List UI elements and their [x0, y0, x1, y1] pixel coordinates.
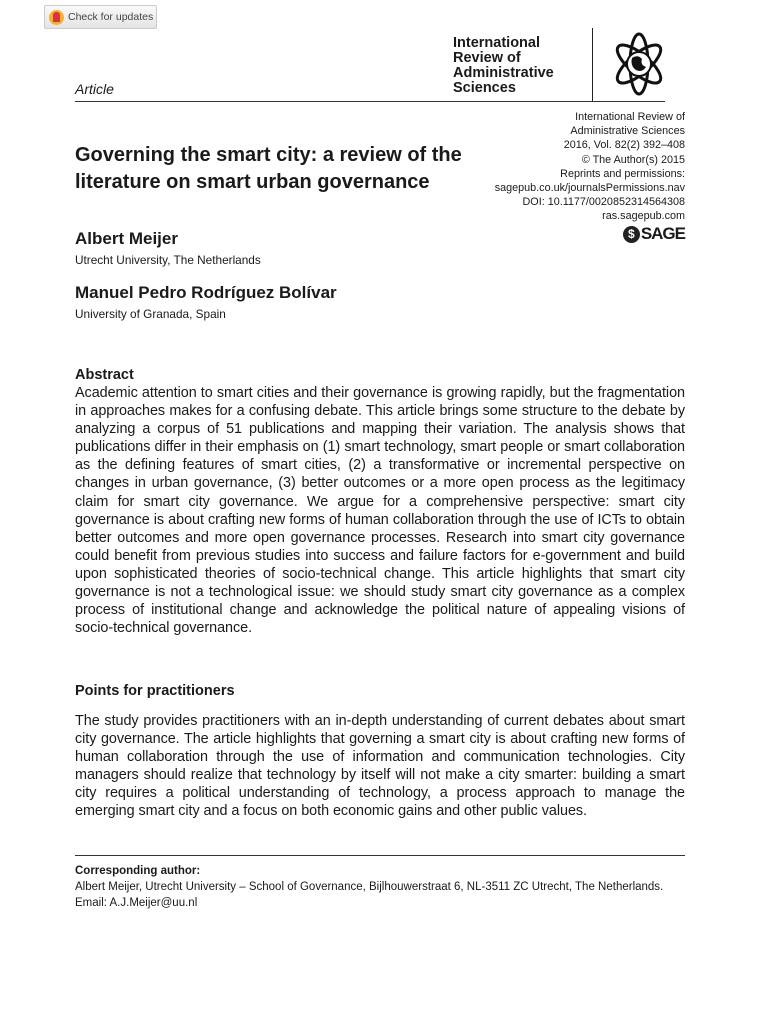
journal-name: International Review of Administrative Sciences: [453, 35, 554, 96]
email-link[interactable]: Email: A.J.Meijer@uu.nl: [75, 896, 198, 909]
permissions-link[interactable]: sagepub.co.uk/journalsPermissions.nav: [494, 182, 685, 195]
divider: [592, 28, 593, 101]
article-type: Article: [75, 81, 114, 97]
author-name: Manuel Pedro Rodríguez Bolívar: [75, 283, 337, 302]
journal-site-link[interactable]: ras.sagepub.com: [602, 210, 685, 223]
abstract-text: Academic attention to smart cities and their governance is growing rapidly, but the fragmentation in approaches makes for a confusing debate. This article brings some structure to the debate by analyzing a corpus of 51 publications and mapping their variation. The analysis shows that publications differ in their emphasis on (1) smart technology, smart people or smart collaboration as the defining features of smart cities, (2) a transformative or incremental perspective on changes in urban governance, (3) better outcomes or a more open process as the legitimacy claim for smart city governance. We argue for a comprehensive perspective: smart city governance is about crafting new forms of human collaboration through the use of ICTs to obtain better outcomes and more open governance processes. Research into smart city governance could benefit from previous studies into success and failure factors for e-government and build upon sophisticated theories of socio-technical change. This article highlights that smart city governance is not a technological issue: we should study smart city governance as a complex process of institutional change and acknowledge the political nature of appealing visions of socio-technical governance.: [75, 385, 685, 637]
author-affiliation: Utrecht University, The Netherlands: [75, 253, 261, 267]
sage-logo: $ SAGE: [623, 224, 685, 244]
article-metadata: International Review of Administrative Sciences 2016, Vol. 82(2) 392–408 © The Author(s) 2015 Reprints and permissions: sagepub.co.uk/journalsPermissions.nav DOI: 10.1177/0020852314564308 ras.sagepub.com: [494, 111, 685, 223]
header-rule: [75, 101, 665, 102]
practitioners-text: The study provides practitioners with an in-depth understanding of current debates about smart city governance. The article highlights that governing a smart city is about crafting new forms of human collaboration through the use of information and communication technologies. City managers should realize that technology by itself will not make a city smarter: building a smart city requires a political understanding of technology, a process approach to manage the emerging smart city and a focus on both economic gains and other public values.: [75, 713, 685, 820]
crossmark-icon: [49, 10, 64, 25]
footnote-rule: [75, 855, 685, 856]
corresponding-author: Corresponding author: Albert Meijer, Utrecht University – School of Governance, Bijlhouwerstraat 6, NL-3511 ZC Utrecht, The Netherlands. Email: A.J.Meijer@uu.nl: [75, 864, 690, 911]
abstract-heading: Abstract: [75, 367, 134, 383]
doi-link[interactable]: DOI: 10.1177/0020852314564308: [522, 196, 685, 209]
journal-logo-icon: [610, 28, 668, 98]
sage-dollar-icon: $: [623, 226, 640, 243]
check-for-updates-button[interactable]: Check for updates: [44, 5, 157, 29]
practitioners-heading: Points for practitioners: [75, 683, 235, 699]
author-affiliation: University of Granada, Spain: [75, 307, 226, 321]
author-name: Albert Meijer: [75, 229, 178, 248]
article-title: Governing the smart city: a review of the literature on smart urban governance: [75, 144, 462, 193]
